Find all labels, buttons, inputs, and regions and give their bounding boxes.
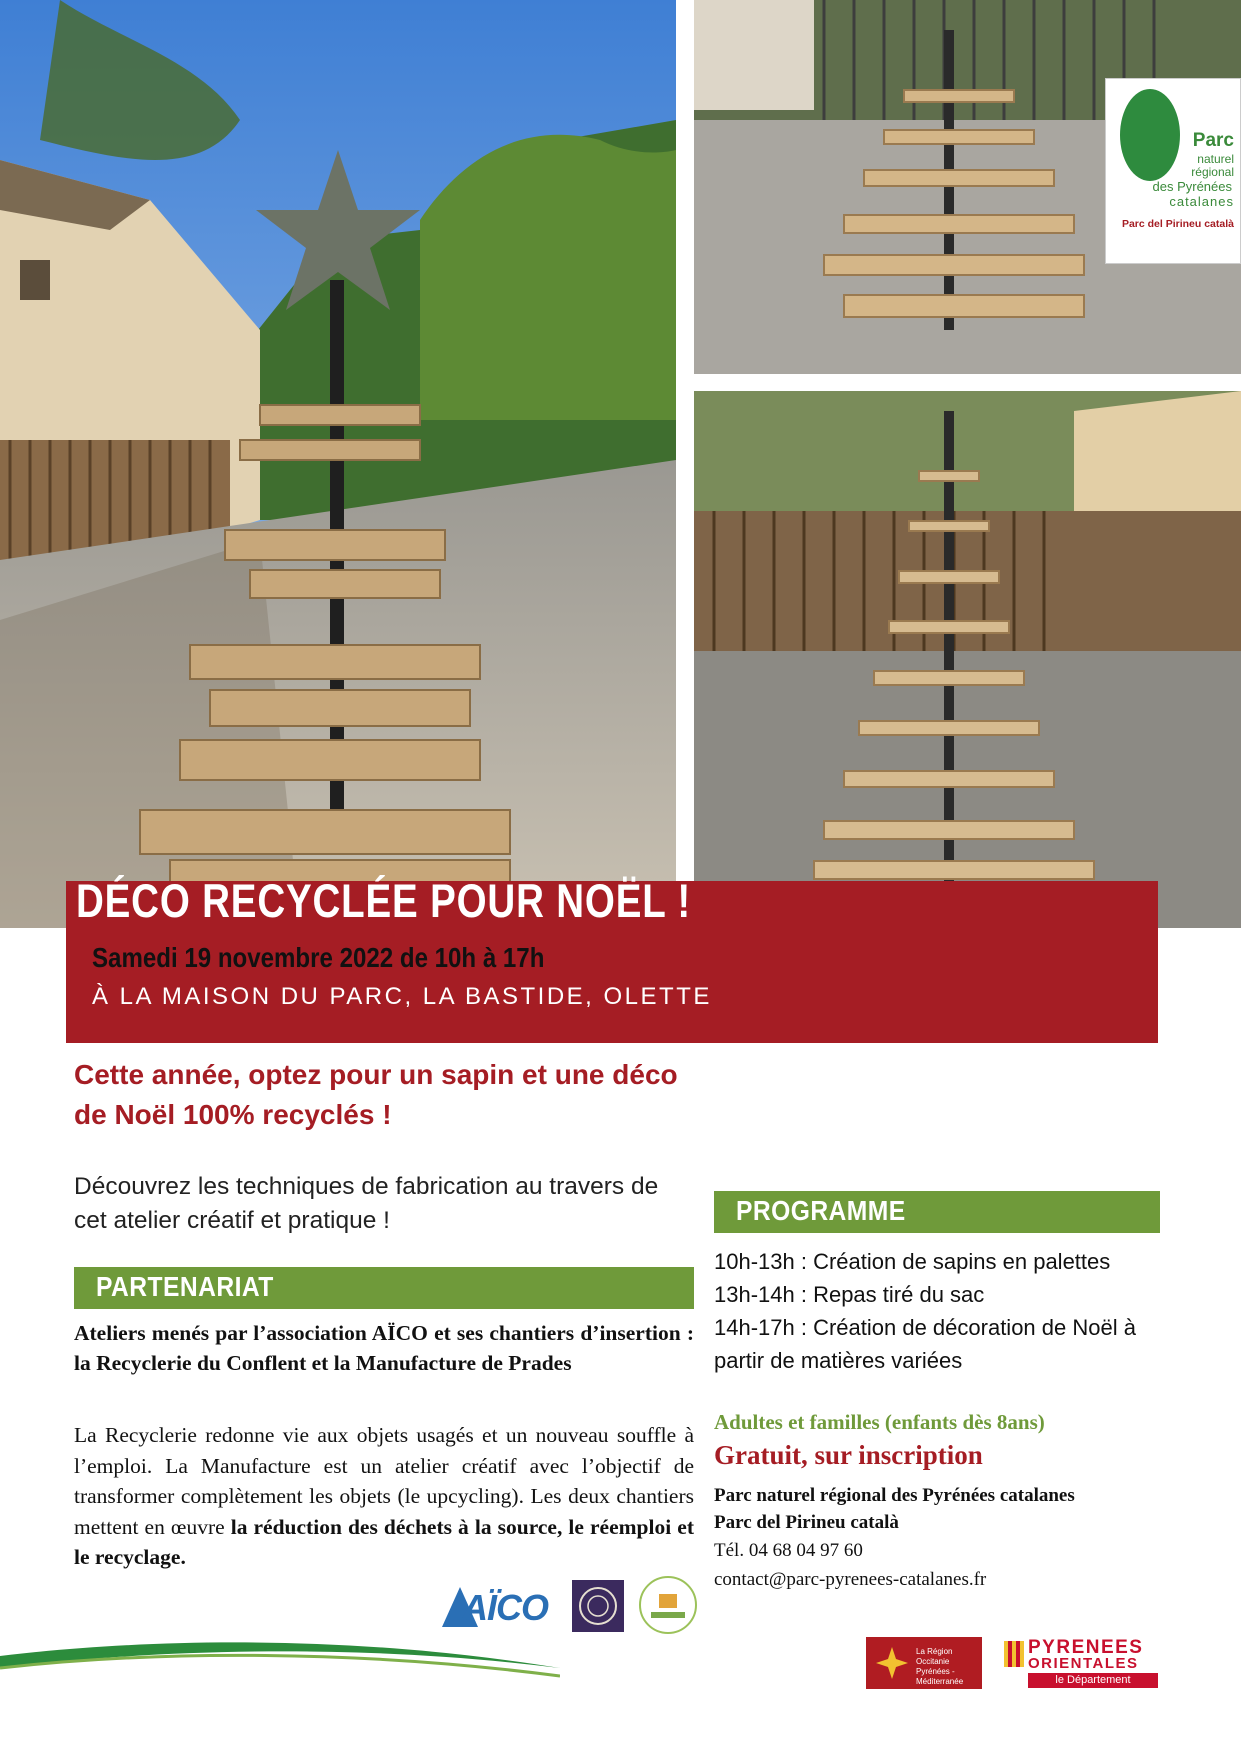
- po-logo-line1: PYRENEES: [1028, 1637, 1144, 1658]
- organizer-name-catalan: Parc del Pirineu català: [714, 1512, 899, 1533]
- headline: Cette année, optez pour un sapin et une déco de Noël 100% recyclés !: [74, 1059, 678, 1130]
- park-logo-line4: des Pyrénées: [1152, 179, 1232, 194]
- occitan-cross-icon: [872, 1643, 912, 1683]
- partenariat-body-text: La Recyclerie redonne vie aux objets usagés et un nouveau souffle à l’emploi. La Manufacture est un atelier créatif avec l’objectif de transformer complètement les objets (le upcycling). Les deux chantiers mettent en œuvre: [74, 1423, 694, 1539]
- park-logo-line2: naturel: [1197, 152, 1234, 166]
- bottom-right-photo: [694, 391, 1241, 928]
- programme-item: 14h-17h : Création de décoration de Noël à partir de matières variées: [714, 1315, 1136, 1373]
- aico-logo: [440, 1583, 546, 1629]
- organizer-name: Parc naturel régional des Pyrénées catalanes: [714, 1485, 1075, 1506]
- intro-text: Découvrez les techniques de fabrication au travers de cet atelier créatif et pratique !: [74, 1173, 659, 1234]
- park-logo-line1: Parc: [1192, 130, 1234, 151]
- aico-logo-text: AÏCO: [462, 1587, 548, 1628]
- programme-list: [714, 1245, 1154, 1377]
- programme-item: 13h-14h : Repas tiré du sac: [714, 1282, 985, 1307]
- park-logo: [1105, 78, 1241, 264]
- audience-text: Adultes et familles (enfants dès 8ans): [714, 1410, 1045, 1434]
- event-location: À LA MAISON DU PARC, LA BASTIDE, OLETTE: [92, 983, 712, 1010]
- main-photo: [0, 0, 676, 928]
- park-logo-line5: catalanes: [1169, 194, 1234, 209]
- price-text: Gratuit, sur inscription: [714, 1440, 983, 1470]
- page-title: DÉCO RECYCLÉE POUR NOËL !: [76, 874, 692, 927]
- partenariat-header: [74, 1267, 694, 1309]
- pyrenees-orientales-logo: [1004, 1637, 1160, 1689]
- recyclerie-logo: [637, 1572, 699, 1638]
- occitanie-logo: [866, 1637, 982, 1689]
- partenariat-heading: PARTENARIAT: [96, 1271, 274, 1302]
- occitanie-logo-text: La Région Occitanie Pyrénées - Méditerranée: [916, 1647, 964, 1686]
- programme-item: 10h-13h : Création de sapins en palettes: [714, 1249, 1111, 1274]
- partenariat-lead: Ateliers menés par l’association AÏCO et ses chantiers d’insertion : la Recyclerie du Conflent et la Manufacture de Prades: [74, 1321, 694, 1375]
- programme-heading: PROGRAMME: [736, 1195, 906, 1226]
- event-date: Samedi 19 novembre 2022 de 10h à 17h: [92, 942, 545, 973]
- contact-email[interactable]: contact@parc-pyrenees-catalanes.fr: [714, 1569, 987, 1590]
- partenariat-body: [74, 1420, 694, 1573]
- catalan-flag-icon: [1004, 1641, 1024, 1667]
- park-logo-line3: régional: [1191, 165, 1234, 179]
- partenariat-body-emphasis: la réduction des déchets à la source, le réemploi et le recyclage.: [74, 1514, 694, 1569]
- recyclerie-emblem-icon: [637, 1572, 699, 1638]
- phone-number: Tél. 04 68 04 97 60: [714, 1540, 863, 1561]
- po-logo-line3: le Département: [1028, 1673, 1158, 1688]
- programme-header: [714, 1191, 1160, 1233]
- manufacture-logo: [572, 1580, 624, 1632]
- green-swoosh: [0, 1628, 560, 1688]
- manufacture-circle-icon: [572, 1580, 624, 1632]
- park-emblem-icon: [1120, 89, 1180, 181]
- park-logo-line6: Parc del Pirineu català: [1121, 218, 1234, 230]
- po-logo-line2: ORIENTALES: [1028, 1655, 1139, 1672]
